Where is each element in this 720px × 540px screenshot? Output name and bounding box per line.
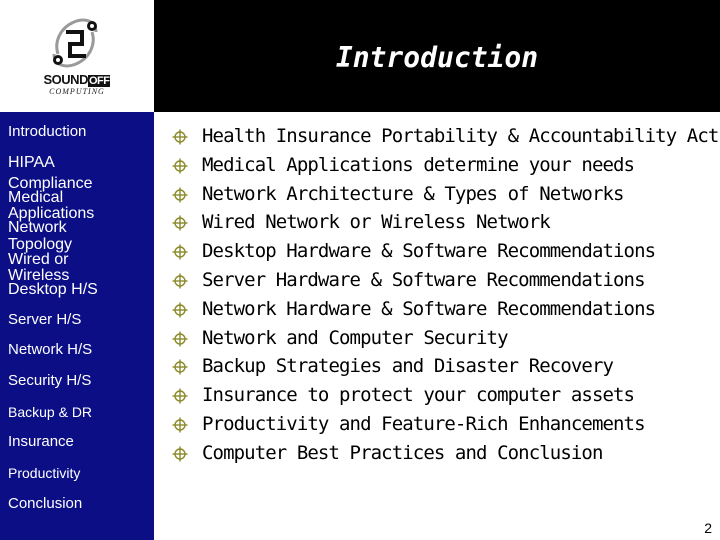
logo — [0, 0, 154, 112]
crosshair-bullet-icon — [172, 446, 188, 462]
sidebar-item-hipaa[interactable]: HIPAA — [8, 154, 55, 171]
sidebar — [0, 112, 154, 540]
crosshair-bullet-icon — [172, 302, 188, 318]
crosshair-bullet-icon — [172, 273, 188, 289]
sidebar-item-conclusion[interactable]: Conclusion — [8, 495, 83, 512]
bullet-text: Medical Applications determine your needs — [202, 153, 635, 176]
bullet-text: Network and Computer Security — [202, 326, 508, 349]
bullet-text: Health Insurance Portability & Accountability Act — [202, 125, 719, 147]
sidebar-item-productivity[interactable]: Productivity — [8, 465, 81, 481]
title-bar — [154, 0, 720, 112]
sidebar-item-introduction[interactable]: Introduction — [8, 123, 87, 140]
bullet-text: Computer Best Practices and Conclusion — [202, 441, 603, 464]
logo-brand-off: OFF — [88, 75, 110, 87]
sidebar-item-network-hs[interactable]: Network H/S — [8, 341, 93, 358]
sidebar-item-desktop[interactable]: Desktop H/S — [8, 281, 98, 298]
sidebar-item-network[interactable]: Network — [8, 219, 67, 236]
crosshair-bullet-icon — [172, 331, 188, 347]
sidebar-item-medical[interactable]: Medical — [8, 189, 64, 206]
bullet-text: Desktop Hardware & Software Recommendations — [202, 240, 656, 263]
crosshair-bullet-icon — [172, 215, 188, 231]
sidebar-item-topology[interactable]: Topology — [8, 236, 73, 253]
crosshair-bullet-icon — [172, 129, 188, 145]
crosshair-bullet-icon — [172, 158, 188, 174]
sidebar-item-applications[interactable]: Applications — [8, 205, 95, 222]
crosshair-bullet-icon — [172, 359, 188, 375]
bullet-text: Insurance to protect your computer assets — [202, 384, 635, 407]
crosshair-bullet-icon — [172, 417, 188, 433]
bullet-text: Backup Strategies and Disaster Recovery — [202, 355, 614, 378]
sidebar-item-wireless[interactable]: Wireless — [8, 267, 70, 284]
bullet-text: Productivity and Feature-Rich Enhancements — [202, 413, 645, 435]
sidebar-item-insurance[interactable]: Insurance — [8, 433, 74, 450]
page-number: 2 — [704, 520, 712, 536]
logo-brand-main: SOUND — [43, 72, 88, 87]
sidebar-item-security[interactable]: Security H/S — [8, 372, 92, 389]
crosshair-bullet-icon — [172, 244, 188, 260]
sidebar-item-backup[interactable]: Backup & DR — [8, 404, 93, 420]
sidebar-item-server[interactable]: Server H/S — [8, 311, 82, 328]
bullet-text: Network Architecture & Types of Networks — [202, 182, 624, 205]
logo-subtitle: COMPUTING — [49, 87, 105, 96]
sidebar-item-wired-or[interactable]: Wired or — [8, 251, 69, 268]
bullet-text: Wired Network or Wireless Network — [202, 211, 550, 234]
soundoff-logo-icon — [46, 14, 104, 72]
bullet-text: Server Hardware & Software Recommendations — [202, 269, 645, 291]
crosshair-bullet-icon — [172, 187, 188, 203]
logo-brand — [0, 72, 154, 87]
crosshair-bullet-icon — [172, 388, 188, 404]
bullet-text: Network Hardware & Software Recommendations — [202, 297, 656, 320]
slide-title: Introduction — [335, 41, 539, 74]
sidebar-item-compliance[interactable]: Compliance — [8, 175, 93, 192]
